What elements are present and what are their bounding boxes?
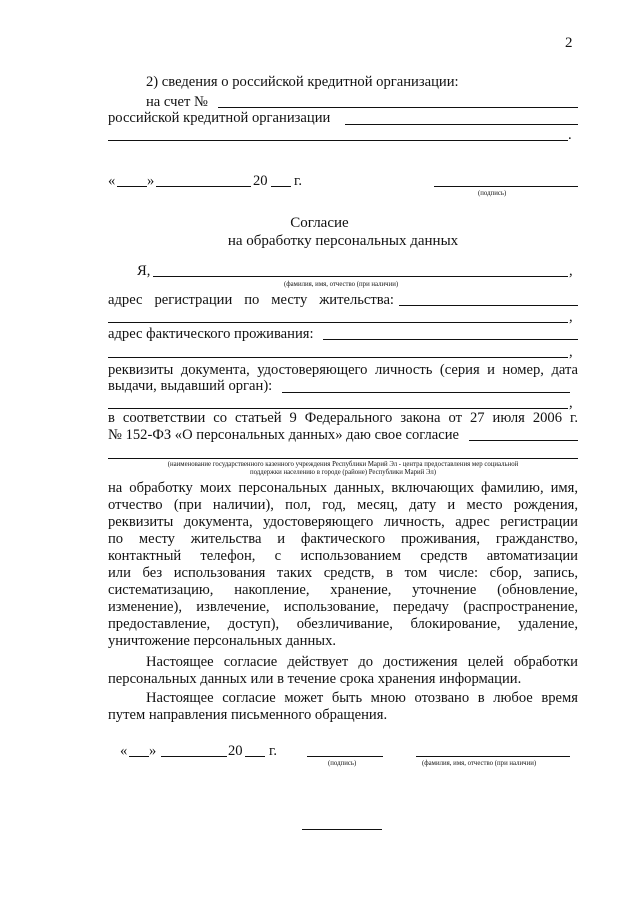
- registration-address-comma: ,: [569, 309, 573, 325]
- revoke-line-2: путем направления письменного обращения.: [108, 707, 388, 723]
- bank-name-label: российской кредитной организации: [108, 110, 331, 126]
- registration-address-line-2[interactable]: [108, 322, 568, 323]
- date2-year-prefix: 20: [228, 743, 243, 759]
- date-month-line[interactable]: [156, 186, 251, 187]
- date2-year-line[interactable]: [245, 756, 265, 757]
- law-reference-line1: в соответствии со статьей 9 Федерального закона от 27 июля 2006 г.: [108, 410, 578, 426]
- body-line-7: систематизацию, накопление, хранение, уточнение (обновление,: [108, 582, 578, 598]
- registration-address-line[interactable]: [399, 305, 578, 306]
- bank-info-heading: 2) сведения о российской кредитной организации:: [146, 74, 459, 90]
- identity-document-label-line2: выдачи, выдавший орган):: [108, 378, 273, 394]
- signature2-caption: (подпись): [328, 760, 357, 767]
- bank-name-line-2[interactable]: [108, 140, 568, 141]
- institution-caption-1: (наименование государственного казенного учреждения Республики Марий Эл - центра предоставления мер социальной: [167, 461, 519, 468]
- date2-open-quote: «: [120, 743, 128, 759]
- identity-document-line[interactable]: [282, 392, 570, 393]
- date2-day-line[interactable]: [129, 756, 149, 757]
- identity-document-label-line1: реквизиты документа, удостоверяющего личность (серия и номер, дата: [108, 362, 578, 378]
- date2-year-suffix: г.: [269, 743, 277, 759]
- body-line-2: отчество (при наличии), пол, год, месяц, дату и место рождения,: [108, 497, 578, 513]
- signature2-line[interactable]: [307, 756, 383, 757]
- actual-address-line-2[interactable]: [108, 357, 568, 358]
- page-number: 2: [565, 35, 573, 51]
- date-year-suffix: г.: [294, 173, 302, 189]
- bank-end-period: .: [568, 127, 572, 143]
- actual-address-line[interactable]: [323, 339, 578, 340]
- body-line-3: реквизиты документа, удостоверяющего личность, адрес регистрации: [108, 514, 578, 530]
- body-line-5: контактный телефон, с использованием средств автоматизации: [108, 548, 578, 564]
- validity-line-2: персональных данных или в течение срока хранения информации.: [108, 671, 522, 687]
- account-label: на счет №: [146, 94, 208, 110]
- validity-line-1: Настоящее согласие действует до достижения целей обработки: [146, 654, 578, 670]
- full-name-comma: ,: [569, 263, 573, 279]
- actual-address-label: адрес фактического проживания:: [108, 326, 314, 342]
- full-name2-line[interactable]: [416, 756, 570, 757]
- identity-document-line-2[interactable]: [108, 408, 568, 409]
- date-year-line[interactable]: [271, 186, 291, 187]
- full-name-caption: (фамилия, имя, отчество (при наличии): [284, 281, 399, 288]
- date-day-line[interactable]: [117, 186, 147, 187]
- consent-subtitle: на обработку персональных данных: [227, 233, 459, 249]
- law-reference-line2: № 152-ФЗ «О персональных данных» даю свое согласие: [108, 427, 460, 443]
- date-open-quote: «: [108, 173, 116, 189]
- bank-name-line[interactable]: [345, 124, 578, 125]
- signature-line[interactable]: [434, 186, 578, 187]
- body-line-6: или без использования таких средств, в том числе: сбор, запись,: [108, 565, 578, 581]
- date2-month-line[interactable]: [161, 756, 227, 757]
- body-line-4: по месту жительства и фактического проживания, гражданство,: [108, 531, 578, 547]
- date-close-quote: »: [147, 173, 155, 189]
- full-name2-caption: (фамилия, имя, отчество (при наличии): [422, 760, 537, 767]
- bottom-separator: [302, 829, 382, 830]
- institution-caption-2: поддержки населению в городе (районе) Республики Марий Эл): [249, 469, 437, 476]
- actual-address-comma: ,: [569, 344, 573, 360]
- institution-name-line[interactable]: [469, 440, 578, 441]
- signature-caption: (подпись): [478, 190, 507, 197]
- consent-title: Согласие: [290, 215, 349, 231]
- account-number-line[interactable]: [218, 107, 578, 108]
- body-line-1: на обработку моих персональных данных, включающих фамилию, имя,: [108, 480, 578, 496]
- body-line-8: изменение), извлечение, использование, передачу (распространение,: [108, 599, 578, 615]
- revoke-line-1: Настоящее согласие может быть мною отозвано в любое время: [146, 690, 578, 706]
- body-line-9: предоставление, доступ), обезличивание, блокирование, удаление,: [108, 616, 578, 632]
- registration-address-label: адрес регистрации по месту жительства:: [108, 292, 394, 308]
- date2-close-quote: »: [149, 743, 157, 759]
- body-line-10: уничтожение персональных данных.: [108, 633, 337, 649]
- full-name-line[interactable]: [153, 276, 568, 277]
- institution-name-line-2[interactable]: [108, 458, 578, 459]
- identity-document-comma: ,: [569, 395, 573, 411]
- i-label: Я,: [137, 263, 151, 279]
- date-year-prefix: 20: [253, 173, 268, 189]
